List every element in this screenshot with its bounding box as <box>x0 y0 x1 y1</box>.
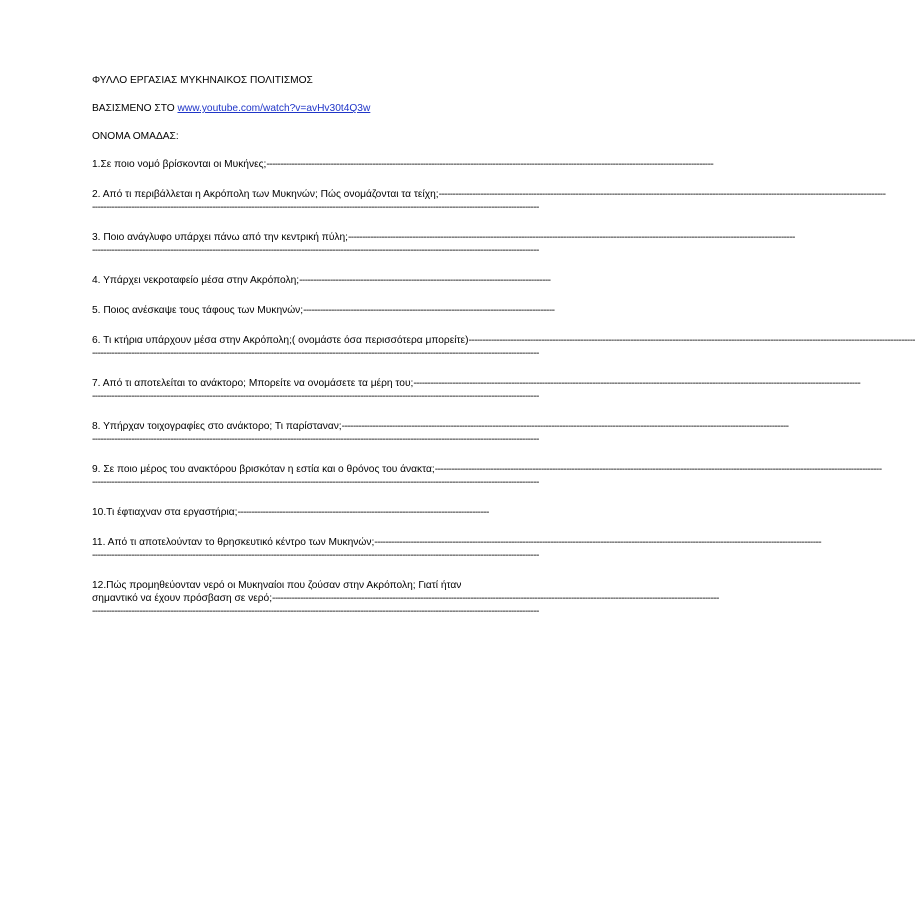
answer-line-extra[interactable]: ---------------------------------------------------------------------------------------------------------------------------------------------------------------- <box>92 606 539 617</box>
question-4 <box>92 274 551 287</box>
answer-line[interactable]: ---------------------------------------------------------------------------------------------------------------------------------------------------------------- <box>374 537 822 548</box>
question-8 <box>92 420 789 446</box>
answer-line-extra[interactable]: ---------------------------------------------------------------------------------------------------------------------------------------------------------------- <box>92 348 539 359</box>
question-1 <box>92 158 714 171</box>
based-on-line <box>92 102 544 115</box>
question-6 <box>92 334 915 360</box>
question-text: 6. Τι κτήρια υπάρχουν μέσα στην Ακρόπολη;( ονομάστε όσα περισσότερα μπορείτε)---------------------------------------------------------------------------------------------------------------------------------------------------------------- <box>92 335 915 346</box>
question-text: 9. Σε ποιο μέρος του ανακτόρου βρισκόταν η εστία και ο θρόνος του άνακτα;---------------------------------------------------------------------------------------------------------------------------------------------------------------- <box>92 464 882 475</box>
question-text: 10.Τι έφτιαχναν στα εργαστήρια;------------------------------------------------------------------------------------------ <box>92 507 489 518</box>
answer-line-extra[interactable]: ---------------------------------------------------------------------------------------------------------------------------------------------------------------- <box>92 391 539 402</box>
question-text: 2. Από τι περιβάλλεται η Ακρόπολη των Μυκηνών; Πώς ονομάζονται τα τείχη;---------------------------------------------------------------------------------------------------------------------------------------------------------------- <box>92 189 886 200</box>
question-text: 7. Από τι αποτελείται το ανάκτορο; Μπορείτε να ονομάσετε τα μέρη του;---------------------------------------------------------------------------------------------------------------------------------------------------------------- <box>92 378 861 389</box>
question-9 <box>92 463 882 489</box>
based-on-label: ΒΑΣΙΣΜΕΝΟ ΣΤΟ <box>92 103 178 114</box>
answer-line[interactable]: ---------------------------------------------------------------------------------------------------------------------------------------------------------------- <box>348 232 795 243</box>
answer-line[interactable]: ---------------------------------------------------------------------------------------------------------------------------------------------------------------- <box>434 464 882 475</box>
question-text: 12.Πώς προμηθεύονταν νερό οι Μυκηναίοι που ζούσαν στην Ακρόπολη; Γιατί ήταν <box>92 580 462 591</box>
question-7 <box>92 377 861 403</box>
answer-line[interactable]: ------------------------------------------------------------------------------------------ <box>303 305 555 316</box>
question-3 <box>92 231 795 257</box>
answer-line[interactable]: ---------------------------------------------------------------------------------------------------------------------------------------------------------------- <box>468 335 915 346</box>
answer-line-extra[interactable]: ---------------------------------------------------------------------------------------------------------------------------------------------------------------- <box>92 202 539 213</box>
answer-line-extra[interactable]: ---------------------------------------------------------------------------------------------------------------------------------------------------------------- <box>92 434 539 445</box>
answer-line-extra[interactable]: ---------------------------------------------------------------------------------------------------------------------------------------------------------------- <box>92 477 539 488</box>
group-name-label: ΟΝΟΜΑ ΟΜΑΔΑΣ: <box>92 131 179 142</box>
question-text: 4. Υπάρχει νεκροταφείο μέσα στην Ακρόπολη;------------------------------------------------------------------------------------------ <box>92 275 551 286</box>
question-5 <box>92 304 555 317</box>
question-text: 1.Σε ποιο νομό βρίσκονται οι Μυκήνες;---------------------------------------------------------------------------------------------------------------------------------------------------------------- <box>92 159 714 170</box>
answer-line[interactable]: ------------------------------------------------------------------------------------------ <box>299 275 551 286</box>
answer-line-extra[interactable]: ---------------------------------------------------------------------------------------------------------------------------------------------------------------- <box>92 550 539 561</box>
question-text: 11. Από τι αποτελούνταν το θρησκευτικό κέντρο των Μυκηνών;---------------------------------------------------------------------------------------------------------------------------------------------------------------- <box>92 537 822 548</box>
question-11 <box>92 536 822 562</box>
answer-line[interactable]: ---------------------------------------------------------------------------------------------------------------------------------------------------------------- <box>413 378 861 389</box>
answer-line-extra[interactable]: ---------------------------------------------------------------------------------------------------------------------------------------------------------------- <box>92 245 539 256</box>
answer-line[interactable]: ---------------------------------------------------------------------------------------------------------------------------------------------------------------- <box>438 189 886 200</box>
answer-line[interactable]: ---------------------------------------------------------------------------------------------------------------------------------------------------------------- <box>266 159 714 170</box>
answer-line[interactable]: ---------------------------------------------------------------------------------------------------------------------------------------------------------------- <box>272 593 719 604</box>
answer-line[interactable]: ---------------------------------------------------------------------------------------------------------------------------------------------------------------- <box>341 421 789 432</box>
worksheet-title: ΦΥΛΛΟ ΕΡΓΑΣΙΑΣ ΜΥΚΗΝΑΙΚΟΣ ΠΟΛΙΤΙΣΜΟΣ <box>92 75 313 86</box>
video-link[interactable]: www.youtube.com/watch?v=avHv30t4Q3w <box>177 103 371 114</box>
worksheet-content <box>92 74 915 635</box>
question-text: 8. Υπήρχαν τοιχογραφίες στο ανάκτορο; Τι παρίσταναν;---------------------------------------------------------------------------------------------------------------------------------------------------------------- <box>92 421 789 432</box>
answer-line[interactable]: ------------------------------------------------------------------------------------------ <box>237 507 489 518</box>
question-2 <box>92 188 886 214</box>
question-text: 3. Ποιο ανάγλυφο υπάρχει πάνω από την κεντρική πύλη;---------------------------------------------------------------------------------------------------------------------------------------------------------------- <box>92 232 795 243</box>
question-10 <box>92 506 544 519</box>
question-text-continued: σημαντικό να έχουν πρόσβαση σε νερό;---------------------------------------------------------------------------------------------------------------------------------------------------------------- <box>92 593 719 604</box>
question-text: 5. Ποιος ανέσκαψε τους τάφους των Μυκηνών;------------------------------------------------------------------------------------------ <box>92 305 555 316</box>
question-12 <box>92 579 719 618</box>
